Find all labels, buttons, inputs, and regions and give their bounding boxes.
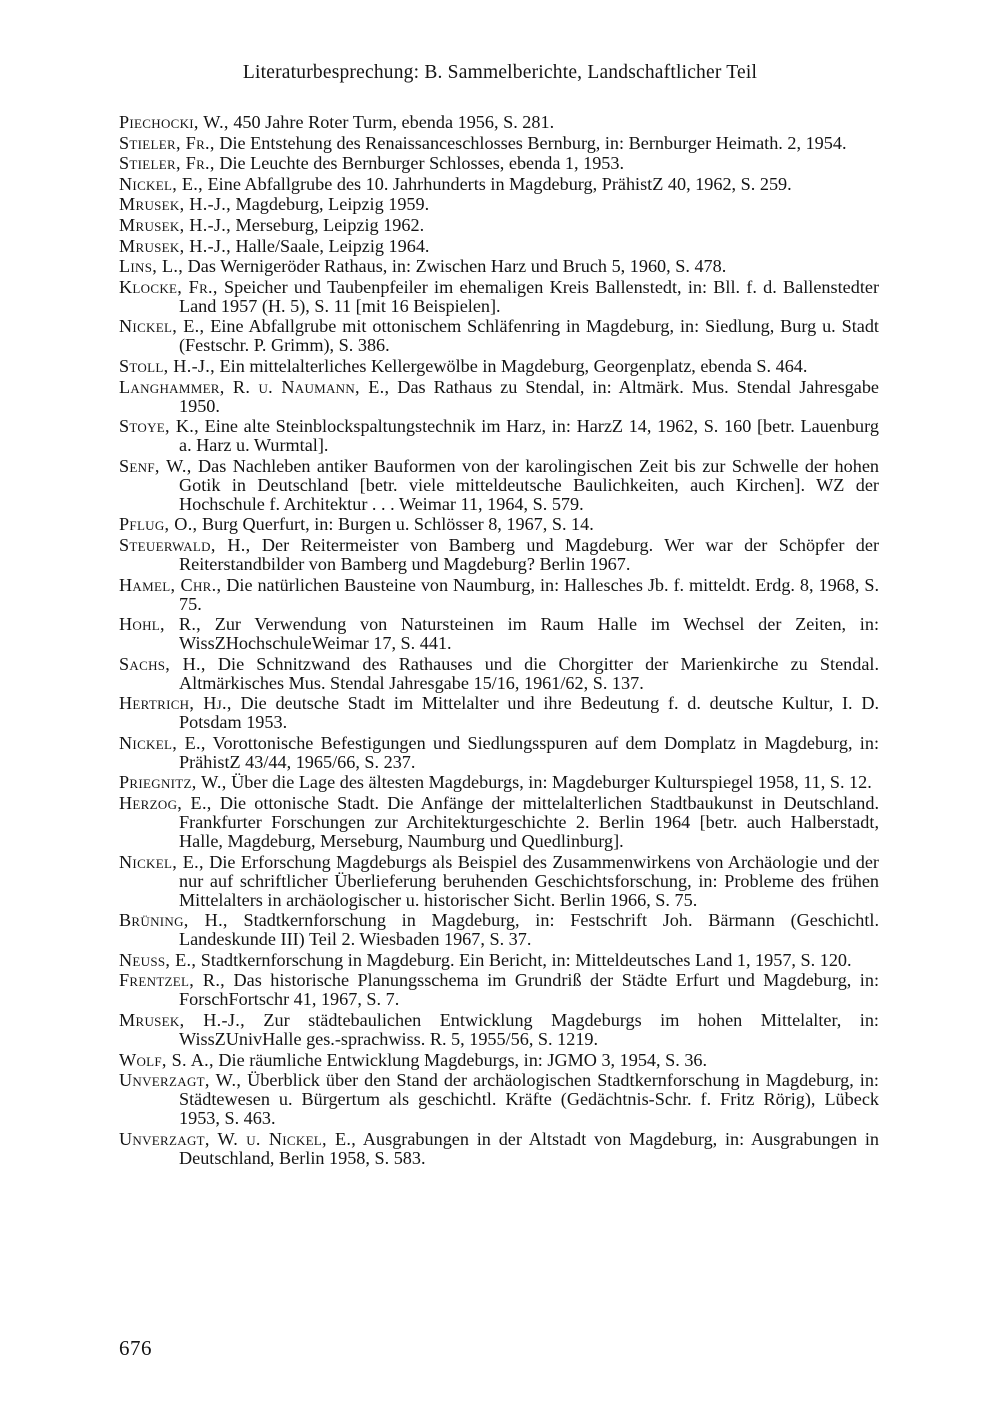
entry-author: Hohl, R., <box>119 614 202 635</box>
entry-text: Ein mittelalterliches Kellergewölbe in Magdeburg, Georgenplatz, ebenda S. 464. <box>215 355 808 376</box>
entry-text: Der Reitermeister von Bamberg und Magdeburg. Wer war der Schöpfer der Reiterstandbilder von Bamberg und Magdeburg? Berlin 1967. <box>179 534 879 574</box>
entry-author: Stoll, H.-J., <box>119 355 215 376</box>
entry-author: Nickel, E., <box>119 732 206 753</box>
entry-author: Herzog, E., <box>119 793 212 814</box>
entry-text: Die Leuchte des Bernburger Schlosses, ebenda 1, 1953. <box>214 153 625 174</box>
entry-author: Stoye, K., <box>119 416 199 437</box>
entry-author: Piechocki, W., <box>119 112 229 132</box>
entry-author: Nickel, E., <box>119 851 204 872</box>
bibliography-entry <box>119 1071 879 1128</box>
entry-author: Langhammer, R. u. Naumann, E., <box>119 376 390 397</box>
entry-author: Klocke, Fr., <box>119 276 218 297</box>
bibliography-entry <box>119 175 879 194</box>
entry-author: Mrusek, H.-J., <box>119 1010 245 1031</box>
bibliography-entry <box>119 357 879 376</box>
entry-author: Mrusek, H.-J., <box>119 214 231 235</box>
entry-author: Wolf, S. A., <box>119 1049 214 1070</box>
entry-text: Das Wernigeröder Rathaus, in: Zwischen Harz und Bruch 5, 1960, S. 478. <box>183 256 727 277</box>
entry-text: Ausgrabungen in der Altstadt von Magdeburg, in: Ausgrabungen in Deutschland, Berlin 1958, S. 583. <box>179 1128 880 1168</box>
entry-text: Magdeburg, Leipzig 1959. <box>231 194 430 215</box>
entry-text: Eine Abfallgrube des 10. Jahrhunderts in Magdeburg, PrähistZ 40, 1962, S. 259. <box>203 173 792 194</box>
entry-author: Sachs, H., <box>119 653 206 674</box>
entry-text: Überblick über den Stand der archäologischen Stadtkernforschung in Magdeburg, in: Städtewesen u. Bürgertum als geschichtl. Kräfte (Gedächtnis-Schr. f. Fritz Rörig), Lübeck 1953, S. 463. <box>179 1070 879 1129</box>
entry-text: Das Nachleben antiker Bauformen von der karolingischen Zeit bis zur Schwelle der hohen Gotik in Deutschland [betr. viele mitteldeutsche Baulichkeiten, auch Kirchen]. WZ der Hochschule f. Architektur . . . Weimar 11, 1964, S. 579. <box>179 455 879 514</box>
bibliography-entry <box>119 1051 879 1070</box>
entry-text: Stadtkernforschung in Magdeburg. Ein Bericht, in: Mitteldeutsches Land 1, 1957, S. 120. <box>196 949 852 970</box>
entry-text: Eine alte Steinblockspaltungstechnik im Harz, in: HarzZ 14, 1962, S. 160 [betr. Lauenburg a. Harz u. Wurmtal]. <box>179 416 879 456</box>
bibliography-entry <box>119 195 879 214</box>
entry-author: Pflug, O., <box>119 514 198 535</box>
entry-author: Hertrich, Hj., <box>119 693 232 714</box>
entry-author: Nickel, E., <box>119 316 205 337</box>
bibliography-entry <box>119 911 879 949</box>
bibliography-entry <box>119 655 879 693</box>
entry-text: Die Erforschung Magdeburgs als Beispiel des Zusammenwirkens von Archäologie und der nur auf schriftlicher Überlieferung beruhenden Geschichtsforschung, in: Probleme des frühen Mittelalters in archäologischer u. historischer Sicht. Berlin 1966, S. 75. <box>179 851 879 910</box>
entry-text: Eine Abfallgrube mit ottonischem Schläfenring in Magdeburg, in: Siedlung, Burg u. Stadt (Festschr. P. Grimm), S. 386. <box>179 316 879 356</box>
bibliography-entry <box>119 694 879 732</box>
entry-author: Unverzagt, W., <box>119 1070 242 1091</box>
bibliography-entry <box>119 853 879 910</box>
bibliography-entry <box>119 417 879 455</box>
entry-text: Vorottonische Befestigungen und Siedlungsspuren auf dem Domplatz in Magdeburg, in: PrähistZ 43/44, 1965/66, S. 237. <box>179 732 879 772</box>
entry-text: Über die Lage des ältesten Magdeburgs, in: Magdeburger Kulturspiegel 1958, 11, S. 12. <box>226 772 872 793</box>
bibliography-entry <box>119 378 879 416</box>
entry-text: Burg Querfurt, in: Burgen u. Schlösser 8, 1967, S. 14. <box>197 514 594 535</box>
entry-text: Speicher und Taubenpfeiler im ehemaligen Kreis Ballenstedt, in: Bll. f. d. Ballenstedter Land 1957 (H. 5), S. 11 [mit 16 Beispielen]. <box>179 276 880 316</box>
entry-text: Die deutsche Stadt im Mittelalter und ihre Bedeutung f. d. deutsche Kultur, I. D. Potsdam 1953. <box>179 693 879 733</box>
bibliography-entry <box>119 317 879 355</box>
bibliography-entry <box>119 1011 879 1049</box>
bibliography-entry <box>119 536 879 574</box>
entry-author: Brüning, H., <box>119 910 228 931</box>
entry-author: Neuss, E., <box>119 949 197 970</box>
bibliography-entry <box>119 951 879 970</box>
entry-text: Das historische Planungsschema im Grundriß der Städte Erfurt und Magdeburg, in: ForschFortschr 41, 1967, S. 7. <box>179 970 879 1010</box>
bibliography-entry <box>119 237 879 256</box>
bibliography-entry <box>119 154 879 173</box>
entry-text: Stadtkernforschung in Magdeburg, in: Festschrift Joh. Bärmann (Geschichtl. Landeskunde III) Teil 2. Wiesbaden 1967, S. 37. <box>179 910 880 950</box>
bibliography-list <box>119 113 879 1169</box>
entry-author: Hamel, Chr., <box>119 574 222 595</box>
entry-text: Die Schnitzwand des Rathauses und die Chorgitter der Marienkirche zu Stendal. Altmärkisches Mus. Stendal Jahresgabe 15/16, 1961/62, S. 137. <box>179 653 880 693</box>
bibliography-entry <box>119 257 879 276</box>
entry-author: Lins, L., <box>119 256 184 277</box>
bibliography-entry <box>119 773 879 792</box>
entry-text: 450 Jahre Roter Turm, ebenda 1956, S. 281. <box>228 112 555 132</box>
entry-text: Merseburg, Leipzig 1962. <box>231 214 425 235</box>
entry-text: Zur Verwendung von Natursteinen im Raum Halle im Wechsel der Zeiten, in: WissZHochschuleWeimar 17, S. 441. <box>179 614 879 654</box>
entry-author: Unverzagt, W. u. Nickel, E., <box>119 1128 357 1149</box>
bibliography-entry <box>119 971 879 1009</box>
bibliography-entry <box>119 734 879 772</box>
entry-text: Die natürlichen Bausteine von Naumburg, in: Hallesches Jb. f. mitteldt. Erdg. 8, 1968, S. 75. <box>179 574 879 614</box>
bibliography-entry <box>119 134 879 153</box>
entry-text: Die Entstehung des Renaissanceschlosses Bernburg, in: Bernburger Heimath. 2, 1954. <box>214 132 847 153</box>
entry-author: Mrusek, H.-J., <box>119 235 231 256</box>
entry-author: Nickel, E., <box>119 173 204 194</box>
entry-author: Senf, W., <box>119 455 192 476</box>
entry-author: Priegnitz, W., <box>119 772 227 793</box>
entry-author: Stieler, Fr., <box>119 153 215 174</box>
entry-text: Das Rathaus zu Stendal, in: Altmärk. Mus. Stendal Jahresgabe 1950. <box>179 376 879 416</box>
bibliography-entry <box>119 794 879 851</box>
entry-author: Frentzel, R., <box>119 970 226 991</box>
bibliography-entry <box>119 515 879 534</box>
entry-text: Die räumliche Entwicklung Magdeburgs, in: JGMO 3, 1954, S. 36. <box>213 1049 708 1070</box>
bibliography-entry <box>119 278 879 316</box>
bibliography-entry <box>119 576 879 614</box>
page-number: 676 <box>119 1336 152 1360</box>
running-head: Literaturbesprechung: B. Sammelberichte, Landschaftlicher Teil <box>242 62 758 83</box>
entry-author: Stieler, Fr., <box>119 132 215 153</box>
bibliography-entry <box>119 113 879 132</box>
entry-text: Zur städtebaulichen Entwicklung Magdeburgs im hohen Mittelalter, in: WissZUnivHalle ges.-sprachwiss. R. 5, 1955/56, S. 1219. <box>179 1010 879 1050</box>
entry-text: Halle/Saale, Leipzig 1964. <box>231 235 430 256</box>
bibliography-entry <box>119 615 879 653</box>
bibliography-entry <box>119 216 879 235</box>
entry-author: Mrusek, H.-J., <box>119 194 231 215</box>
entry-text: Die ottonische Stadt. Die Anfänge der mittelalterlichen Stadtbaukunst in Deutschland. Frankfurter Forschungen zur Architekturgeschichte 2. Berlin 1964 [betr. auch Halberstadt, Halle, Magdeburg, Merseburg, Naumburg und Quedlinburg]. <box>179 793 880 852</box>
bibliography-entry <box>119 1130 879 1168</box>
entry-author: Steuerwald, H., <box>119 534 251 555</box>
bibliography-entry <box>119 457 879 514</box>
